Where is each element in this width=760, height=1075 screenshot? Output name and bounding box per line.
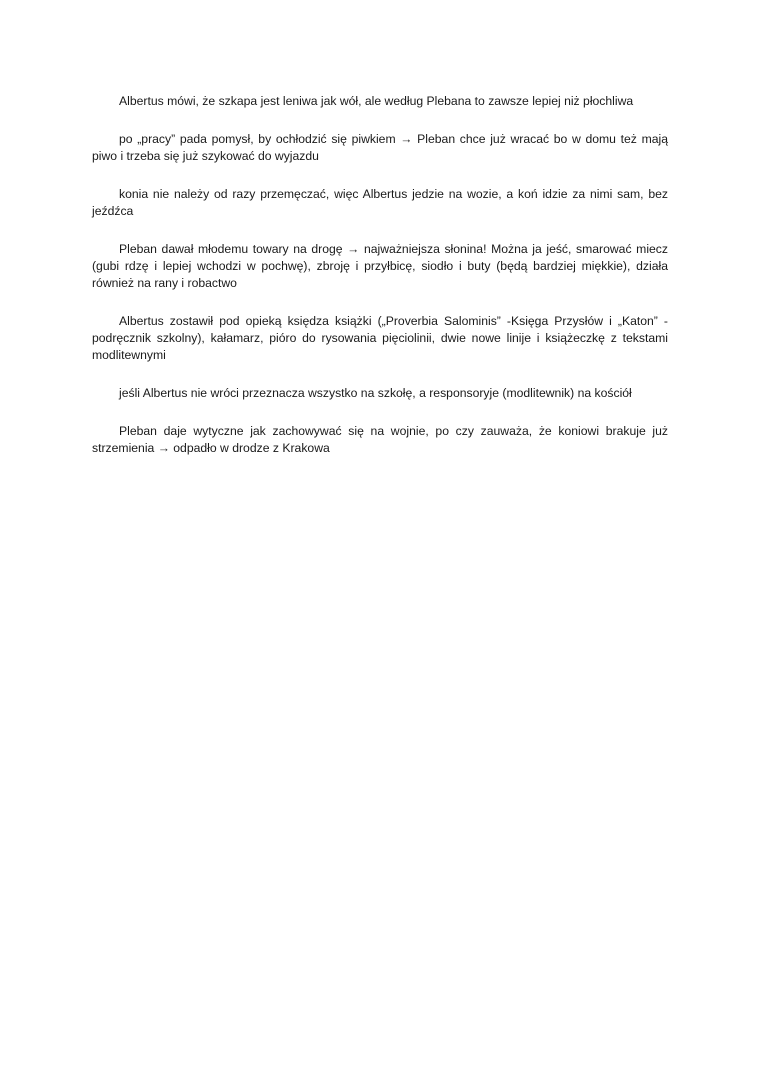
paragraph: po „pracy” pada pomysł, by ochłodzić się piwkiem → Pleban chce już wracać bo w domu też mają piwo i trzeba się już szykować do wyjazdu (92, 132, 668, 163)
paragraph: jeśli Albertus nie wróci przeznacza wszystko na szkołę, a responsoryje (modlitewnik) na kościół (119, 386, 632, 400)
paragraph: Albertus zostawił pod opieką księdza książki („Proverbia Salominis” -Księga Przysłów i „Katon” -podręcznik szkolny), kałamarz, pióro do rysowania pięciolinii, dwie nowe linije i książeczkę z tekstami modlitewnymi (92, 314, 668, 362)
document-body (92, 93, 668, 457)
paragraph: Pleban daje wytyczne jak zachowywać się na wojnie, po czy zauważa, że koniowi brakuje już strzemienia → odpadło w drodze z Krakowa (92, 424, 668, 455)
paragraph: konia nie należy od razy przemęczać, więc Albertus jedzie na wozie, a koń idzie za nimi sam, bez jeźdźca (92, 187, 668, 218)
paragraph: Pleban dawał młodemu towary na drogę → najważniejsza słonina! Można ja jeść, smarować miecz (gubi rdzę i lepiej wchodzi w pochwę), zbroję i przyłbicę, siodło i buty (będą bardziej miękkie), działa również na rany i robactwo (92, 242, 668, 290)
paragraph: Albertus mówi, że szkapa jest leniwa jak wół, ale według Plebana to zawsze lepiej niż płochliwa (119, 94, 634, 108)
